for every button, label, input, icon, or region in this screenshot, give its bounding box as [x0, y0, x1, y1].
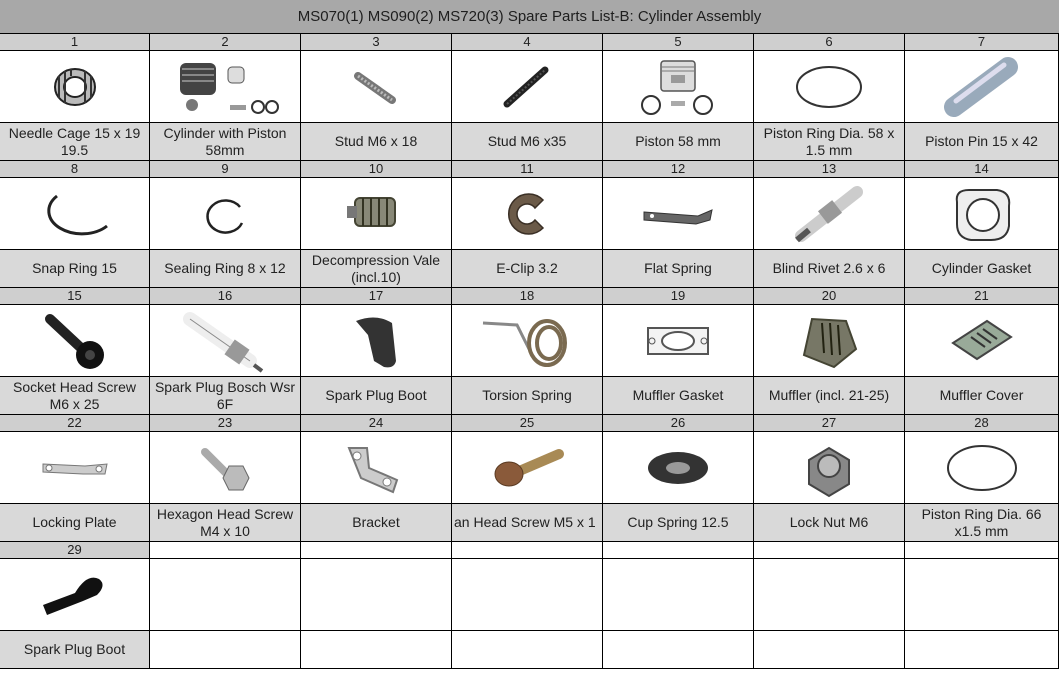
- part-number: 28: [905, 415, 1059, 432]
- socket-screw-icon: [40, 309, 110, 373]
- part-image-cell: [0, 51, 150, 123]
- part-name: Muffler (incl. 21-25): [754, 377, 905, 415]
- pan-head-screw-icon: [487, 440, 567, 496]
- part-name: [603, 631, 754, 669]
- part-image-cell: [754, 178, 905, 250]
- part-number: 13: [754, 161, 905, 178]
- part-name: Needle Cage 15 x 19 19.5: [0, 123, 150, 161]
- part-number: 10: [301, 161, 452, 178]
- part-name: Spark Plug Boot: [301, 377, 452, 415]
- part-image-cell: [603, 432, 754, 504]
- part-image-cell: [301, 51, 452, 123]
- cylinder-gasket-icon: [947, 182, 1017, 246]
- part-number: 24: [301, 415, 452, 432]
- part-image-cell: [150, 559, 301, 631]
- part-image-cell: [603, 178, 754, 250]
- part-number: 6: [754, 34, 905, 51]
- locking-plate-icon: [35, 448, 115, 488]
- snap-ring-icon: [37, 186, 113, 242]
- part-image-cell: [452, 305, 603, 377]
- part-image-cell: [301, 178, 452, 250]
- part-number-row: [0, 415, 1059, 432]
- part-number: 29: [0, 542, 150, 559]
- part-number: 19: [603, 288, 754, 305]
- part-number: 15: [0, 288, 150, 305]
- muffler-icon: [794, 309, 864, 373]
- part-name: Cylinder with Piston 58mm: [150, 123, 301, 161]
- part-number-row: [0, 542, 1059, 559]
- part-image-cell: [754, 559, 905, 631]
- piston-ring-66-icon: [944, 441, 1020, 495]
- part-number: 26: [603, 415, 754, 432]
- part-number: [150, 542, 301, 559]
- part-number: 7: [905, 34, 1059, 51]
- part-number: [452, 542, 603, 559]
- part-name-row: [0, 123, 1059, 161]
- part-image-cell: [301, 305, 452, 377]
- cylinder-piston-icon: [170, 55, 280, 119]
- part-name: Hexagon Head Screw M4 x 10: [150, 504, 301, 542]
- part-name-row: [0, 504, 1059, 542]
- part-number: 27: [754, 415, 905, 432]
- part-number: 8: [0, 161, 150, 178]
- part-number: 11: [452, 161, 603, 178]
- part-image-cell: [150, 51, 301, 123]
- part-image-cell: [754, 305, 905, 377]
- spark-plug-bosch-icon: [180, 309, 270, 373]
- part-number: 20: [754, 288, 905, 305]
- part-number: [301, 542, 452, 559]
- part-number: 12: [603, 161, 754, 178]
- part-name: Cup Spring 12.5: [603, 504, 754, 542]
- part-number: [905, 542, 1059, 559]
- piston-ring-icon: [794, 62, 864, 112]
- part-name: Stud M6 x 18: [301, 123, 452, 161]
- part-image-row: [0, 559, 1059, 631]
- spark-plug-boot-2-icon: [35, 565, 115, 625]
- part-name: Torsion Spring: [452, 377, 603, 415]
- part-name: Spark Plug Boot: [0, 631, 150, 669]
- part-name: Piston Ring Dia. 66 x1.5 mm: [905, 504, 1059, 542]
- part-name: Lock Nut M6: [754, 504, 905, 542]
- part-image-cell: [452, 178, 603, 250]
- part-image-cell: [603, 305, 754, 377]
- part-name: Socket Head Screw M6 x 25: [0, 377, 150, 415]
- part-name: E-Clip 3.2: [452, 250, 603, 288]
- piston-icon: [633, 55, 723, 119]
- spark-plug-boot-icon: [346, 309, 406, 373]
- part-image-cell: [905, 432, 1059, 504]
- part-number: 14: [905, 161, 1059, 178]
- part-number: 23: [150, 415, 301, 432]
- part-name: Piston 58 mm: [603, 123, 754, 161]
- part-name: Bracket: [301, 504, 452, 542]
- part-number: 5: [603, 34, 754, 51]
- part-image-cell: [301, 432, 452, 504]
- part-number-row: [0, 288, 1059, 305]
- part-image-cell: [905, 51, 1059, 123]
- piston-pin-icon: [942, 55, 1022, 119]
- part-number: 2: [150, 34, 301, 51]
- part-image-row: [0, 432, 1059, 504]
- part-name: Spark Plug Bosch Wsr 6F: [150, 377, 301, 415]
- spark-plug-icon: [787, 182, 871, 246]
- stud-long-icon: [497, 62, 557, 112]
- part-image-cell: [0, 432, 150, 504]
- part-number: 22: [0, 415, 150, 432]
- part-image-cell: [452, 51, 603, 123]
- part-image-cell: [905, 559, 1059, 631]
- flat-spring-icon: [638, 194, 718, 234]
- part-image-cell: [301, 559, 452, 631]
- part-image-cell: [0, 178, 150, 250]
- part-image-row: [0, 178, 1059, 250]
- part-name: Stud M6 x35: [452, 123, 603, 161]
- part-number: [754, 542, 905, 559]
- part-name: Blind Rivet 2.6 x 6: [754, 250, 905, 288]
- sealing-ring-icon: [200, 191, 250, 237]
- part-name-row: [0, 250, 1059, 288]
- part-number: 9: [150, 161, 301, 178]
- part-image-cell: [905, 178, 1059, 250]
- part-name: an Head Screw M5 x 1: [452, 504, 603, 542]
- part-image-cell: [603, 51, 754, 123]
- part-image-cell: [452, 432, 603, 504]
- part-name: Snap Ring 15: [0, 250, 150, 288]
- part-image-cell: [754, 51, 905, 123]
- part-name: Piston Ring Dia. 58 x 1.5 mm: [754, 123, 905, 161]
- muffler-gasket-icon: [640, 314, 716, 368]
- part-name: Muffler Cover: [905, 377, 1059, 415]
- part-name: [150, 631, 301, 669]
- part-number-row: [0, 34, 1059, 51]
- part-number: [603, 542, 754, 559]
- part-name: Cylinder Gasket: [905, 250, 1059, 288]
- torsion-spring-icon: [477, 309, 577, 373]
- part-name: [754, 631, 905, 669]
- part-image-cell: [754, 432, 905, 504]
- part-image-cell: [452, 559, 603, 631]
- part-image-cell: [150, 305, 301, 377]
- part-name: Muffler Gasket: [603, 377, 754, 415]
- part-number: 1: [0, 34, 150, 51]
- part-name: Decompression Vale (incl.10): [301, 250, 452, 288]
- decompression-valve-icon: [341, 184, 411, 244]
- stud-icon: [346, 62, 406, 112]
- part-number-row: [0, 161, 1059, 178]
- part-number: 16: [150, 288, 301, 305]
- part-name: Sealing Ring 8 x 12: [150, 250, 301, 288]
- part-number: 17: [301, 288, 452, 305]
- part-name: Flat Spring: [603, 250, 754, 288]
- part-image-cell: [0, 305, 150, 377]
- part-number: 21: [905, 288, 1059, 305]
- part-image-cell: [0, 559, 150, 631]
- part-image-cell: [905, 305, 1059, 377]
- part-number: 4: [452, 34, 603, 51]
- part-name: Piston Pin 15 x 42: [905, 123, 1059, 161]
- part-name-row: [0, 631, 1059, 669]
- part-name: [452, 631, 603, 669]
- part-number: 3: [301, 34, 452, 51]
- part-image-row: [0, 305, 1059, 377]
- part-number: 25: [452, 415, 603, 432]
- sheet-title: MS070(1) MS090(2) MS720(3) Spare Parts List-B: Cylinder Assembly: [0, 0, 1059, 34]
- part-name: [905, 631, 1059, 669]
- cup-spring-icon: [643, 443, 713, 493]
- part-number: 18: [452, 288, 603, 305]
- part-name-row: [0, 377, 1059, 415]
- lock-nut-icon: [799, 436, 859, 500]
- muffler-cover-icon: [947, 313, 1017, 369]
- bracket-icon: [341, 438, 411, 498]
- part-name: [301, 631, 452, 669]
- parts-grid: [0, 34, 1059, 669]
- part-name: Locking Plate: [0, 504, 150, 542]
- part-image-cell: [150, 178, 301, 250]
- e-clip-icon: [497, 186, 557, 242]
- part-image-row: [0, 51, 1059, 123]
- part-image-cell: [603, 559, 754, 631]
- part-image-cell: [150, 432, 301, 504]
- needle-cage-icon: [45, 62, 105, 112]
- hex-screw-icon: [195, 438, 255, 498]
